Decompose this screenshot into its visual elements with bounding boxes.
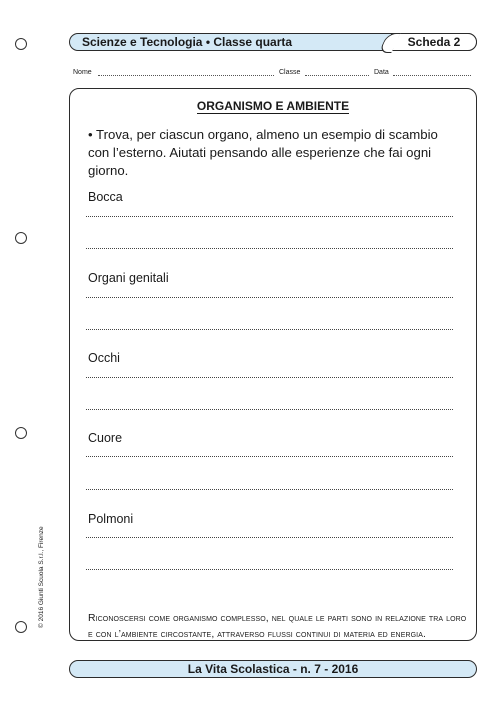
- answer-line[interactable]: [86, 569, 453, 570]
- answer-line[interactable]: [86, 489, 453, 490]
- binder-hole-1: [15, 38, 27, 50]
- classe-label: Classe: [279, 69, 301, 76]
- organ-label-bocca: Bocca: [88, 190, 123, 204]
- footer-bar: La Vita Scolastica - n. 7 - 2016: [69, 660, 477, 678]
- worksheet-title: ORGANISMO E AMBIENTE: [196, 99, 350, 113]
- header-title: Scienze e Tecnologia • Classe quarta: [82, 35, 293, 49]
- classe-field[interactable]: [305, 69, 369, 76]
- scheda-tab: [391, 33, 477, 51]
- organ-label-organi-genitali: Organi genitali: [88, 271, 169, 285]
- binder-hole-4: [15, 621, 27, 633]
- organ-label-polmoni: Polmoni: [88, 512, 134, 526]
- answer-line[interactable]: [86, 248, 453, 249]
- answer-line[interactable]: [86, 216, 453, 217]
- instruction-text: • Trova, per ciascun organo, almeno un esempio di scambio con l’esterno. Aiutati pensando alle esperienze che fai ogni giorno.: [88, 127, 438, 178]
- worksheet-box: [69, 88, 477, 641]
- answer-line[interactable]: [86, 297, 453, 298]
- data-field[interactable]: [393, 69, 471, 76]
- header-bar: [69, 33, 477, 51]
- answer-line[interactable]: [86, 329, 453, 330]
- learning-objective: Riconoscersi come organismo complesso, nel quale le parti sono in relazione tra loro e con l’ambiente circostante, attraverso flussi continui di materia ed energia.: [88, 613, 467, 640]
- nome-field[interactable]: [98, 69, 274, 76]
- organ-label-cuore: Cuore: [88, 431, 123, 445]
- answer-line[interactable]: [86, 537, 453, 538]
- answer-line[interactable]: [86, 409, 453, 410]
- answer-line[interactable]: [86, 456, 453, 457]
- answer-line[interactable]: [86, 377, 453, 378]
- binder-hole-3: [15, 427, 27, 439]
- data-label: Data: [374, 69, 389, 76]
- nome-label: Nome: [73, 69, 92, 76]
- binder-hole-2: [15, 232, 27, 244]
- scheda-label: Scheda 2: [407, 35, 461, 49]
- organ-label-occhi: Occhi: [88, 351, 120, 365]
- copyright-notice: © 2016 Giunti Scuola S.r.l., Firenze: [38, 526, 45, 628]
